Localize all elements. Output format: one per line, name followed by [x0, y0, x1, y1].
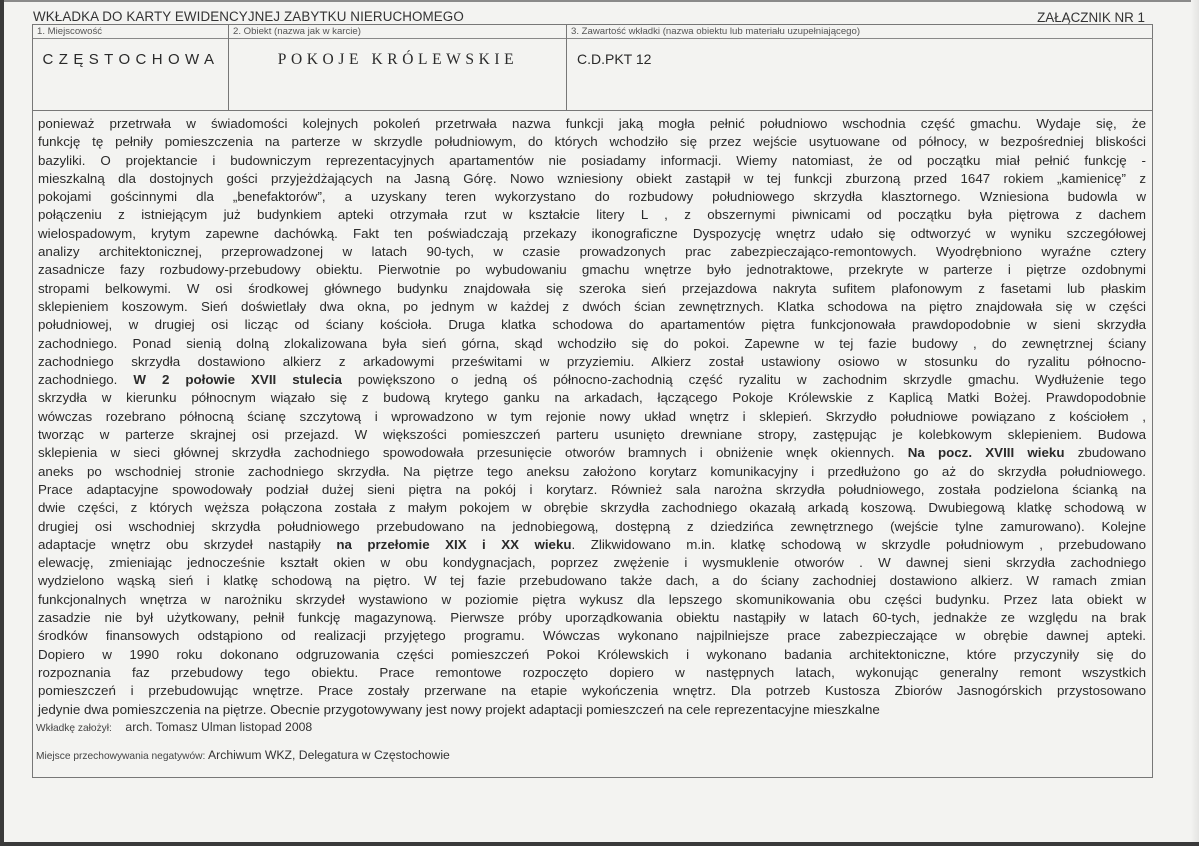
body-line: wówczas rozebrano północną ścianę szczytową i wprowadzono w tym rejonie nowy układ wnętrz i sklepień. Skrzydło południowe powiązano z kościołem , — [38, 408, 1146, 424]
body-text — [38, 115, 1146, 719]
body-line: stropami belkowymi. W osi środkowej głównego budynku znajdowała się szeroka sień przejazdowa nakryta sufitem plafonowym z fasetami lub płaskim — [38, 280, 1146, 296]
body-line: rozpoznania faz przebudowy tego obiektu. Prace remontowe rozpoczęto dopiero w następnych latach, wykonując generalny remont wszystkich — [38, 664, 1146, 680]
body-line: sklepieniem koszowym. Sień doświetlały dwa okna, po jednym w każdej z dwóch ścian zewnętrznych. Klatka schodowa na piętro znajdowała się w części — [38, 298, 1146, 314]
body-line: zasadnicze fazy rozbudowy-przebudowy obiektu. Pierwotnie po wybudowaniu gmachu wnętrze było jednotraktowe, przekryte w parterze i piętrze ozdobnymi — [38, 262, 1146, 278]
body-line: dwie części, z których węższa połączona została z małym pokojem w obrębie skrzydła zachodniego okazałą arkadą koszową. Dwubiegową klatkę schodową w — [38, 500, 1146, 516]
body-line: zachodniego. W 2 połowie XVII stulecia powiększono o jedną oś północno-zachodnią część ryzalitu w zachodnim skrzydle gmachu. Wydłużenie tego — [38, 372, 1146, 388]
field-value: POKOJE KRÓLEWSKIE — [277, 51, 519, 68]
body-line: południowej, w drugiej osi licząc od ściany kościoła. Druga klatka schodowa do apartamentów piętra funkcjonowała prawdopodobnie w sieni skrzydła — [38, 317, 1146, 333]
body-line: zasadzie nie był użytkowany, pełnił funkcję magazynową. Pierwsze próby uporządkowania obiektu nastąpiły w latach 60-tych, jednakże ze względu na brak — [38, 610, 1146, 626]
body-line: zachodniego skrzydła dostawiono alkierz z arkadowymi prześwitami w przyziemiu. Alkierz został ustawiony osiowo w stosunku do ryzalitu północno- — [38, 353, 1146, 369]
emphasis-date: Na pocz. XVIII wieku — [907, 445, 1065, 461]
scan-edge-bottom — [0, 842, 1199, 846]
body-line: pomieszczeń i przebudowując wnętrze. Prace zostały przerwane na etapie wykończenia wnętrz. Dla potrzeb Kustosza Zbiorów Jasnogórskich przystosowano — [38, 683, 1146, 699]
field-object — [229, 25, 567, 111]
negatives-value: Archiwum WKZ, Delegatura w Częstochowie — [208, 748, 450, 762]
body-line: Prace adaptacyjne spowodowały podział dużej sieni piętra na pokój i korytarz. Również sala narożna skrzydła południowego, została podzielona ścianką na — [38, 481, 1146, 497]
annex-label: ZAŁĄCZNIK NR 1 — [1037, 10, 1145, 25]
scan-edge-left — [0, 0, 4, 846]
body-line: ponieważ przetrwała w świadomości kolejnych pokoleń przetrwała nazwa funkcji jaką mogła pełnić południowo wschodnia część gmachu. Wydaje się, że — [38, 116, 1146, 131]
body-line: sklepienia w sieci głównej skrzydła zachodniego spowodowała przesunięcie otworów bramnych i obniżenie wnęk okiennych. Na pocz. XVIII wieku zbudowano — [38, 445, 1146, 461]
negatives-line — [36, 748, 450, 762]
body-line: elewację, zmieniając jednocześnie kształt okien w obu kondygnacjach, poprzez zwężenie i wysmuklenie otworów . W dawnej sieni skrzydła zachodniego — [38, 555, 1146, 571]
author-line — [36, 720, 312, 734]
body-line: mieszkalną dla dostojnych gości przyjeżdżających na Jasną Górę. Nowo wzniesiony obiekt zastąpił w tej funkcji zburzoną przed 1647 rokiem „kamienicę” z — [38, 170, 1146, 186]
field-label: 3. Zawartość wkładki (nazwa obiektu lub materiału uzupełniającego) — [567, 25, 1153, 39]
field-contents — [567, 25, 1153, 111]
negatives-label: Miejsce przechowywania negatywów: — [36, 751, 206, 762]
scan-edge-top — [0, 0, 1199, 2]
field-locality — [33, 25, 229, 111]
field-label: 2. Obiekt (nazwa jak w karcie) — [229, 25, 566, 39]
author-label: Wkładkę założył: — [36, 723, 112, 734]
body-line: pokojami gościnnymi dla „benefaktorów”, a uzyskany teren wykorzystano do rozbudowy południowego skrzydła klasztornego. Wzniesiona budowla w — [38, 189, 1146, 205]
body-line: Dopiero w 1990 roku dokonano odgruzowania części pomieszczeń Pokoi Królewskich i wykonano badania architektoniczne, które przyczyniły się do — [38, 646, 1146, 662]
body-line: skrzydła w kierunku północnym wiązało się z budową krytego ganku na arkadach, łączącego Pokoje Królewskie z Kaplicą Matki Bożej. Prawdopodobnie — [38, 390, 1146, 406]
body-line: adaptacje wnętrz obu skrzydeł nastąpiły na przełomie XIX i XX wieku. Zlikwidowano m.in. klatkę schodową w skrzydle południowym , przebudowano — [38, 536, 1146, 552]
body-line: analizy architektonicznej, przeprowadzonej w latach 90-tych, w czasie prowadzonych prac zabezpieczająco-remontowych. Wyodrębniono wyraźne cztery — [38, 244, 1146, 260]
emphasis-date: W 2 połowie XVII stulecia — [133, 372, 342, 388]
body-line: bazyliki. O projektancie i budowniczym reprezentacyjnych apartamentów nie posiadamy informacji. Wiemy natomiast, że od początku miał pełnić funkcję - — [38, 152, 1146, 168]
body-line: aneks po wschodniej stronie zachodniego skrzydła. Na piętrze tego aneksu założono korytarz komunikacyjny i przedłużono go aż do skrzydła południowego. — [38, 463, 1146, 479]
field-label: 1. Miejscowość — [33, 25, 228, 39]
author-value: arch. Tomasz Ulman listopad 2008 — [125, 720, 313, 734]
body-line: funkcję tę pełniły pomieszczenia na parterze w skrzydle południowym, do których wchodziło się przez wejście usytuowane od północy, w bezpośredniej bliskości — [38, 134, 1146, 150]
body-line: drugiej osi wschodniej skrzydła południowego przebudowano na jednobiegową, dostępną z dziedzińca zewnętrznego (wejście tylne zamurowano). Kolejne — [38, 518, 1146, 534]
field-value: CZĘSTOCHOWA — [42, 51, 220, 68]
body-line: wydzielono wąską sień i klatkę schodową na piętro. W tej fazie przebudowano także dach, a do ściany zachodniej dostawiono alkierz. W ramach zmian — [38, 573, 1146, 589]
form-frame — [32, 24, 1153, 778]
body-line: środków finansowych odstąpiono od realizacji przyjętego programu. Wówczas wykonano najpilniejsze prace zabezpieczające w obrębie dawnej apteki. — [38, 628, 1146, 644]
emphasis-date: na przełomie XIX i XX wieku — [336, 536, 572, 552]
scan-edge-right — [1191, 0, 1199, 846]
body-line: połączeniu z istniejącym już budynkiem apteki otrzymała rzut w kształcie litery L , z obszernymi piwnicami od początku była piętrowa z dachem — [38, 207, 1146, 223]
body-line: tworząc w parterze skrajnej osi przejazd. W większości pomieszczeń parteru usunięto drewniane stropy, zastępując je kolebkowym sklepieniem. Budowa — [38, 427, 1146, 443]
form-title: WKŁADKA DO KARTY EWIDENCYJNEJ ZABYTKU NIERUCHOMEGO — [33, 9, 464, 24]
body-line: zachodniego. Ponad sienią dolną zlokalizowana była sień górna, skąd wchodziło się do pokoi. Zapewne w tej fazie budowy , do zewnętrznej ściany — [38, 335, 1146, 351]
body-line: jedynie dwa pomieszczenia na piętrze. Obecnie przygotowywany jest nowy projekt adaptacji pomieszczeń na cele reprezentacyjne mieszkalne — [38, 701, 880, 717]
body-line: funkcjonalnych wnętrza w narożniku skrzydeł wystawiono w poziomie piętra wykusz dla lepszego skomunikowania obu części budynku. Przez lata obiekt w — [38, 591, 1146, 607]
body-line: wielospadowym, krytym zapewne dachówką. Fakt ten poświadczają przekazy ikonograficzne Dyspozycję wnętrz udało się odtworzyć w wyniku szczegółowej — [38, 225, 1146, 241]
field-value: C.D.PKT 12 — [577, 51, 652, 67]
